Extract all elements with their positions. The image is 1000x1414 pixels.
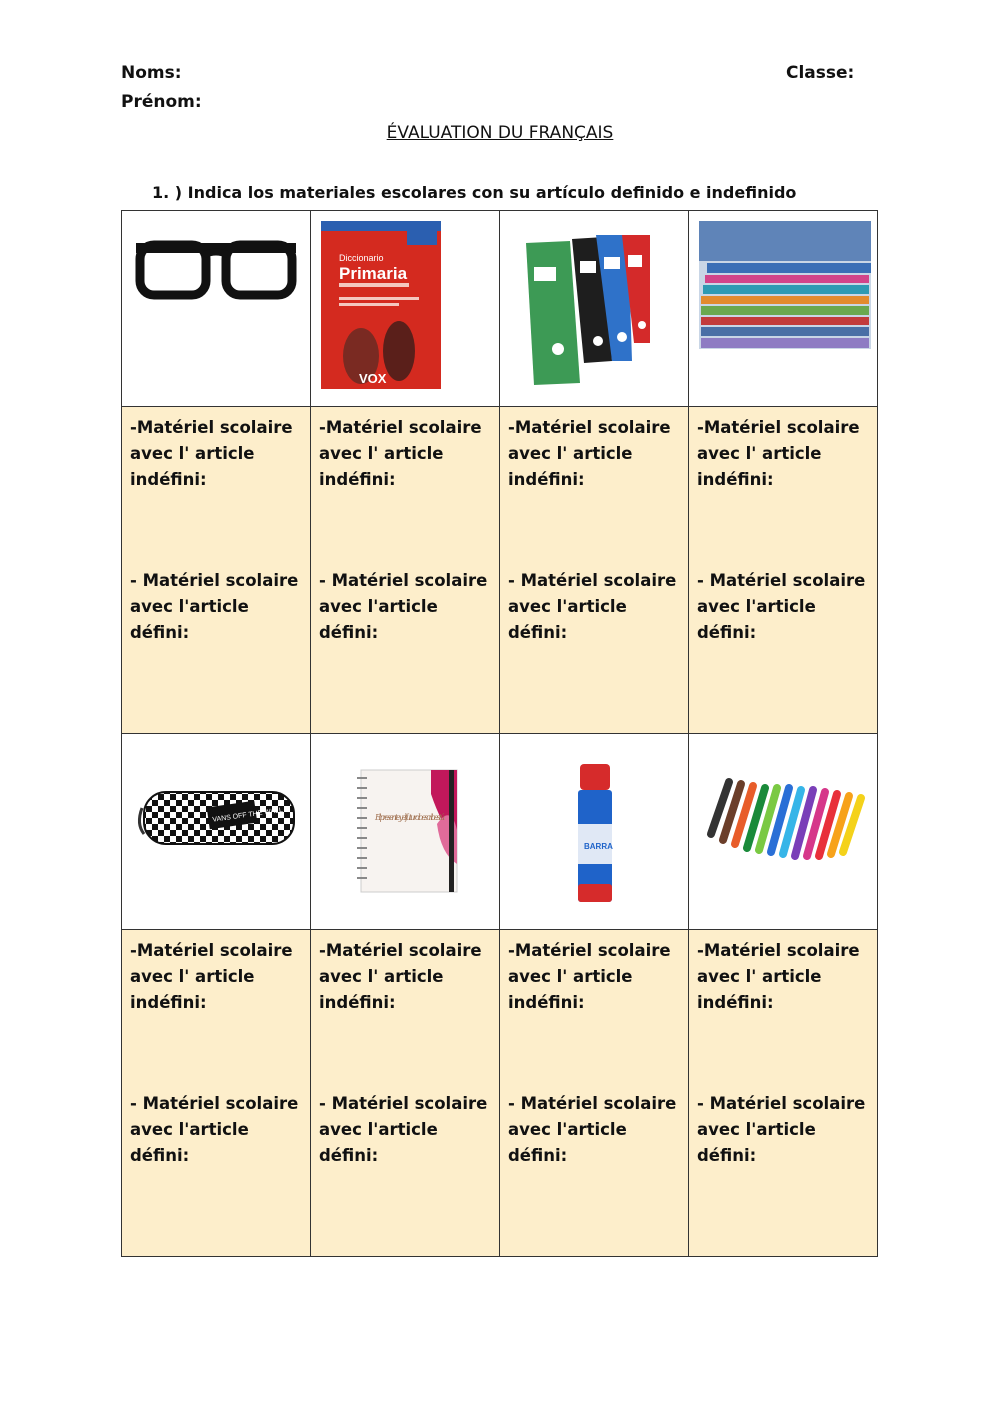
indefini-prompt: -Matériel scolaire avec l' article indéfini: [697,941,860,1012]
noms-label: Noms: [121,63,182,83]
markers-cell [689,734,878,930]
defini-prompt: - Matériel scolaire avec l'article défini: [319,1094,488,1165]
glasses-cell [122,211,311,407]
binders-cell [500,211,689,407]
image-row-2 [122,734,878,930]
defini-prompt: - Matériel scolaire avec l'article défini: [319,571,488,642]
defini-prompt: - Matériel scolaire avec l'article défini: [130,1094,299,1165]
classe-label: Classe: [786,63,855,83]
dictionary-image [311,211,499,406]
books-image [689,211,877,406]
indefini-prompt: -Matériel scolaire avec l' article indéfini: [508,941,671,1012]
binders-image [500,211,688,406]
indefini-prompt: -Matériel scolaire avec l' article indéfini: [130,941,293,1012]
text-row-1 [122,407,878,734]
answer-cell [122,930,311,1257]
defini-prompt: - Matériel scolaire avec l'article défini: [508,571,677,642]
notebook-image [311,734,499,929]
instruction: 1. ) Indica los materiales escolares con su artículo definido e indefinido [152,183,797,202]
answer-cell [689,407,878,734]
notebook-cell [311,734,500,930]
indefini-prompt: -Matériel scolaire avec l' article indéfini: [697,418,860,489]
defini-prompt: - Matériel scolaire avec l'article défini: [130,571,299,642]
glue-stick-image [500,734,688,929]
indefini-prompt: -Matériel scolaire avec l' article indéfini: [508,418,671,489]
glue-stick-cell [500,734,689,930]
books-cell [689,211,878,407]
glue-brand-text: BARRA [584,842,613,851]
answer-cell [311,930,500,1257]
answer-cell [689,930,878,1257]
dictionary-brand-text: VOX [359,371,387,386]
page-title: ÉVALUATION DU FRANÇAIS [386,123,614,143]
pencil-case-text: VANS OFF THE WALL [212,806,284,824]
dictionary-cell [311,211,500,407]
answer-cell [500,930,689,1257]
defini-prompt: - Matériel scolaire avec l'article défini: [697,571,866,642]
notebook-text: El presente y el futuro lo escribes tú [375,813,445,822]
materials-table [121,210,878,1257]
answer-cell [122,407,311,734]
answer-cell [311,407,500,734]
markers-image [689,734,877,929]
pencil-case-image [122,734,310,929]
indefini-prompt: -Matériel scolaire avec l' article indéfini: [319,418,482,489]
pencil-case-cell [122,734,311,930]
text-row-2 [122,930,878,1257]
defini-prompt: - Matériel scolaire avec l'article défini: [697,1094,866,1165]
prenom-label: Prénom: [121,92,202,112]
glasses-image [122,211,310,406]
dictionary-title-text: Primaria [339,264,408,283]
indefini-prompt: -Matériel scolaire avec l' article indéfini: [130,418,293,489]
image-row-1 [122,211,878,407]
answer-cell [500,407,689,734]
dictionary-sub-text: Diccionario [339,253,384,263]
defini-prompt: - Matériel scolaire avec l'article défini: [508,1094,677,1165]
indefini-prompt: -Matériel scolaire avec l' article indéfini: [319,941,482,1012]
